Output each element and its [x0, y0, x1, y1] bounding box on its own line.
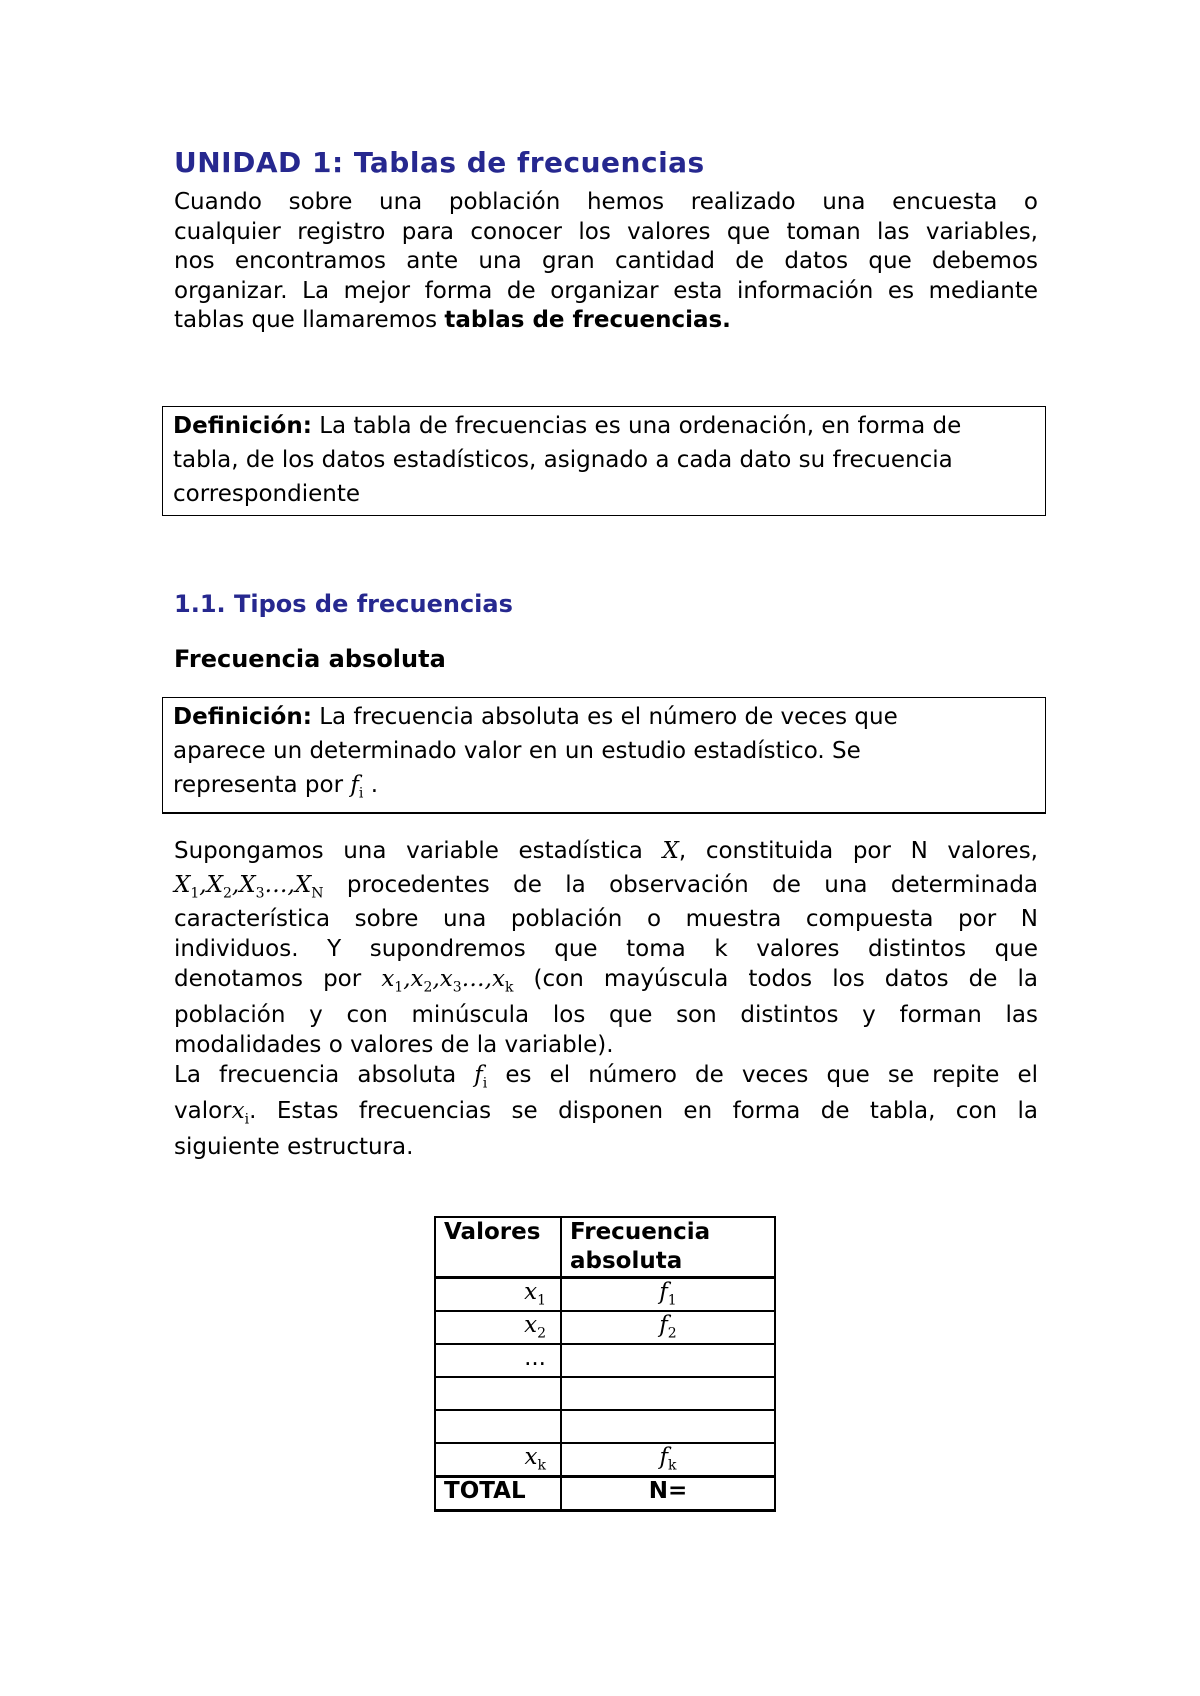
table-total-row: [435, 1477, 775, 1511]
intro-paragraph: [174, 188, 1038, 336]
frequency-table: [434, 1216, 776, 1512]
intro-line: Cuando sobre una población hemos realizado una encuesta o: [174, 189, 1038, 215]
header-values: Valores: [435, 1217, 561, 1278]
frequency-cell: $f_k$: [561, 1443, 775, 1477]
subsection-heading: Frecuencia absoluta: [174, 645, 446, 673]
body-line: La frecuencia absoluta $f_i$ es el número de veces que se repite el: [174, 1062, 1039, 1092]
intro-line: organizar. La mejor forma de organizar esta información es mediante: [174, 277, 1038, 304]
table-row: [435, 1410, 775, 1443]
intro-line: nos encontramos ante una gran cantidad de datos que debemos: [174, 248, 1038, 274]
frequency-cell: [561, 1344, 775, 1377]
body-line: denotamos por $x_1,x_2,x_3\dots,x_k$ (con mayúscula todos los datos de la: [174, 966, 1038, 996]
table-row: [435, 1278, 775, 1312]
definition-line: correspondiente: [173, 481, 360, 507]
definition-box-table: [162, 406, 1046, 516]
value-cell: $x_k$: [435, 1443, 561, 1477]
header-frequency: Frecuencia absoluta: [561, 1217, 775, 1278]
definition-line: [173, 768, 1035, 811]
intro-bold-term: tablas de frecuencias.: [444, 307, 731, 333]
body-line: población y con minúscula los que son distintos y forman las: [174, 1002, 1038, 1028]
math-X: X: [662, 838, 679, 864]
body-line: valorx$_i$. Estas frecuencias se disponen en forma de tabla, con la: [174, 1098, 1038, 1128]
section-heading: 1.1. Tipos de frecuencias: [174, 590, 513, 618]
definition-text: .: [363, 772, 379, 798]
body-line: siguiente estructura.: [174, 1134, 414, 1160]
total-value: N=: [561, 1477, 775, 1511]
body-line: $X_1,X_2,X_3\dots,X_N$ procedentes de la observación de una determinada: [174, 872, 1039, 902]
body-line: modalidades o valores de la variable).: [174, 1032, 614, 1058]
frequency-cell: [561, 1377, 775, 1410]
definition-line: tabla, de los datos estadísticos, asignado a cada dato su frecuencia: [173, 447, 953, 473]
definition-text: representa por: [173, 772, 344, 798]
definition-text: La tabla de frecuencias es una ordenación, en forma de: [311, 413, 962, 439]
page-title: UNIDAD 1: Tablas de frecuencias: [174, 146, 705, 179]
frequency-cell: [561, 1410, 775, 1443]
math-fi: $f_i$: [474, 1062, 488, 1092]
body-line: Supongamos una variable estadística X, constituida por N valores,: [174, 838, 1038, 864]
body-line: individuos. Y supondremos que toma k valores distintos que: [174, 936, 1038, 962]
value-cell: $x_1$: [435, 1278, 561, 1312]
definition-label: Definición:: [173, 704, 312, 730]
table-row: [435, 1311, 775, 1344]
body-line: característica sobre una población o muestra compuesta por N: [174, 906, 1038, 932]
definition-line: aparece un determinado valor en un estudio estadístico. Se: [173, 738, 861, 764]
definition-line: [173, 409, 1035, 443]
value-cell: [435, 1377, 561, 1410]
table-header-row: [435, 1217, 775, 1278]
value-cell: ...: [435, 1344, 561, 1377]
intro-line-last: [174, 306, 1038, 336]
table-row: [435, 1344, 775, 1377]
math-fi: $f_i$: [350, 772, 364, 802]
frequency-cell: $f_2$: [561, 1311, 775, 1344]
definition-text: La frecuencia absoluta es el número de veces que: [311, 704, 898, 730]
intro-line: cualquier registro para conocer los valores que toman las variables,: [174, 218, 1038, 245]
body-paragraph: [174, 836, 1038, 1162]
total-label: TOTAL: [435, 1477, 561, 1511]
math-xi: $x_i$: [231, 1098, 250, 1128]
intro-text: tablas que llamaremos: [174, 307, 445, 333]
math-X-sequence: $X_1,X_2,X_3\dots,X_N$: [174, 872, 324, 902]
table-row: [435, 1377, 775, 1410]
definition-label: Definición:: [173, 413, 312, 439]
definition-box-absolute: [162, 697, 1046, 814]
value-cell: [435, 1410, 561, 1443]
table-row: [435, 1443, 775, 1477]
math-x-sequence: $x_1,x_2,x_3\dots,x_k$: [381, 966, 514, 996]
value-cell: $x_2$: [435, 1311, 561, 1344]
definition-line: [173, 700, 1035, 734]
frequency-cell: $f_1$: [561, 1278, 775, 1312]
